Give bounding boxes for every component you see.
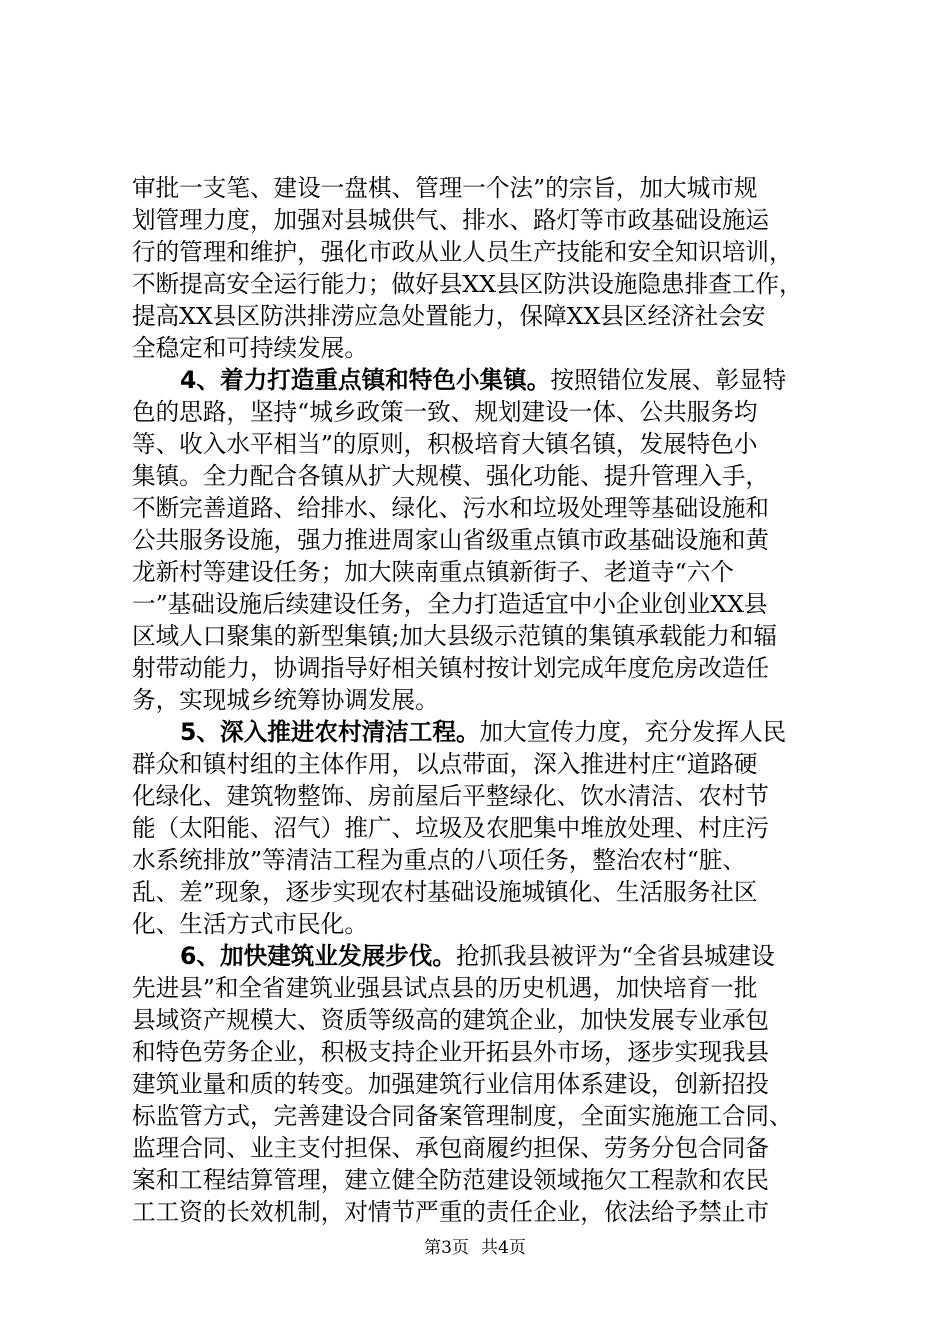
text-line: 群众和镇村组的主体作用，以点带面，深入推进村庄“道路硬	[132, 750, 758, 778]
text-line: 射带动能力，协调指导好相关镇村按计划完成年度危房改造任	[132, 654, 770, 682]
section-4-intro: 按照错位发展、彰显特	[550, 366, 787, 394]
text-line: 全稳定和可持续发展。	[132, 334, 368, 362]
section-5-first-line	[132, 716, 832, 748]
text-line: 建筑业量和质的转变。加强建筑行业信用体系建设，创新招投	[132, 1070, 770, 1098]
text-line: 一”基础设施后续建设任务，全力打造适宜中小企业创业XX县	[132, 590, 768, 618]
text-line: 县域资产规模大、资质等级高的建筑企业，加快发展专业承包	[132, 1006, 770, 1034]
text-line: 公共服务设施，强力推进周家山省级重点镇市政基础设施和黄	[132, 526, 770, 554]
section-5-intro: 加大宣传力度，充分发挥人民	[479, 718, 787, 746]
text-line: 区域人口聚集的新型集镇;加大县级示范镇的集镇承载能力和辐	[132, 622, 777, 650]
text-line: 提高XX县区防洪排涝应急处置能力，保障XX县区经济社会安	[132, 302, 766, 330]
text-line: 行的管理和维护，强化市政从业人员生产技能和安全知识培训，	[132, 238, 793, 266]
text-line: 先进县”和全省建筑业强县试点县的历史机遇，加快培育一批	[132, 974, 758, 1002]
text-line: 和特色劳务企业，积极支持企业开拓县外市场，逐步实现我县	[132, 1038, 770, 1066]
section-6-first-line	[132, 940, 832, 972]
text-line: 划管理力度，加强对县城供气、排水、路灯等市政基础设施运	[132, 206, 770, 234]
text-line: 审批一支笔、建设一盘棋、管理一个法”的宗旨，加大城市规	[132, 174, 758, 202]
text-line: 不断提高安全运行能力；做好县XX县区防洪设施隐患排查工作，	[132, 270, 803, 298]
page-footer	[0, 1237, 950, 1259]
text-line: 集镇。全力配合各镇从扩大规模、强化功能、提升管理入手，	[132, 462, 770, 490]
text-line: 不断完善道路、给排水、绿化、污水和垃圾处理等基础设施和	[132, 494, 770, 522]
page-number: 第3页	[424, 1238, 469, 1258]
text-line: 水系统排放”等清洁工程为重点的八项任务，整治农村“脏、	[132, 846, 746, 874]
text-line: 化、生活方式市民化。	[132, 910, 368, 938]
text-line: 色的思路，坚持“城乡政策一致、规划建设一体、公共服务均	[132, 398, 758, 426]
section-4-heading: 4、着力打造重点镇和特色小集镇。	[180, 366, 551, 394]
text-line: 监理合同、业主支付担保、承包商履约担保、劳务分包合同备	[132, 1134, 770, 1162]
section-6-heading: 6、加快建筑业发展步伐。	[180, 942, 456, 970]
document-body	[132, 172, 832, 1228]
text-line: 龙新村等建设任务；加大陕南重点镇新街子、老道寺“六个	[132, 558, 734, 586]
text-line: 化绿化、建筑物整饰、房前屋后平整绿化、饮水清洁、农村节	[132, 782, 770, 810]
section-5-heading: 5、深入推进农村清洁工程。	[180, 718, 480, 746]
text-line: 标监管方式，完善建设合同备案管理制度，全面实施施工合同、	[132, 1102, 793, 1130]
page-total: 共4页	[481, 1238, 526, 1258]
text-line: 工工资的长效机制，对情节严重的责任企业，依法给予禁止市	[132, 1198, 770, 1226]
section-6-intro: 抢抓我县被评为“全省县城建设	[455, 942, 775, 970]
text-line: 等、收入水平相当”的原则，积极培育大镇名镇，发展特色小	[132, 430, 758, 458]
section-4-first-line	[132, 364, 832, 396]
text-line: 乱、差”现象，逐步实现农村基础设施城镇化、生活服务社区	[132, 878, 758, 906]
text-line: 案和工程结算管理，建立健全防范建设领域拖欠工程款和农民	[132, 1166, 770, 1194]
text-line: 务，实现城乡统筹协调发展。	[132, 686, 439, 714]
text-line: 能（太阳能、沼气）推广、垃圾及农肥集中堆放处理、村庄污	[132, 814, 770, 842]
